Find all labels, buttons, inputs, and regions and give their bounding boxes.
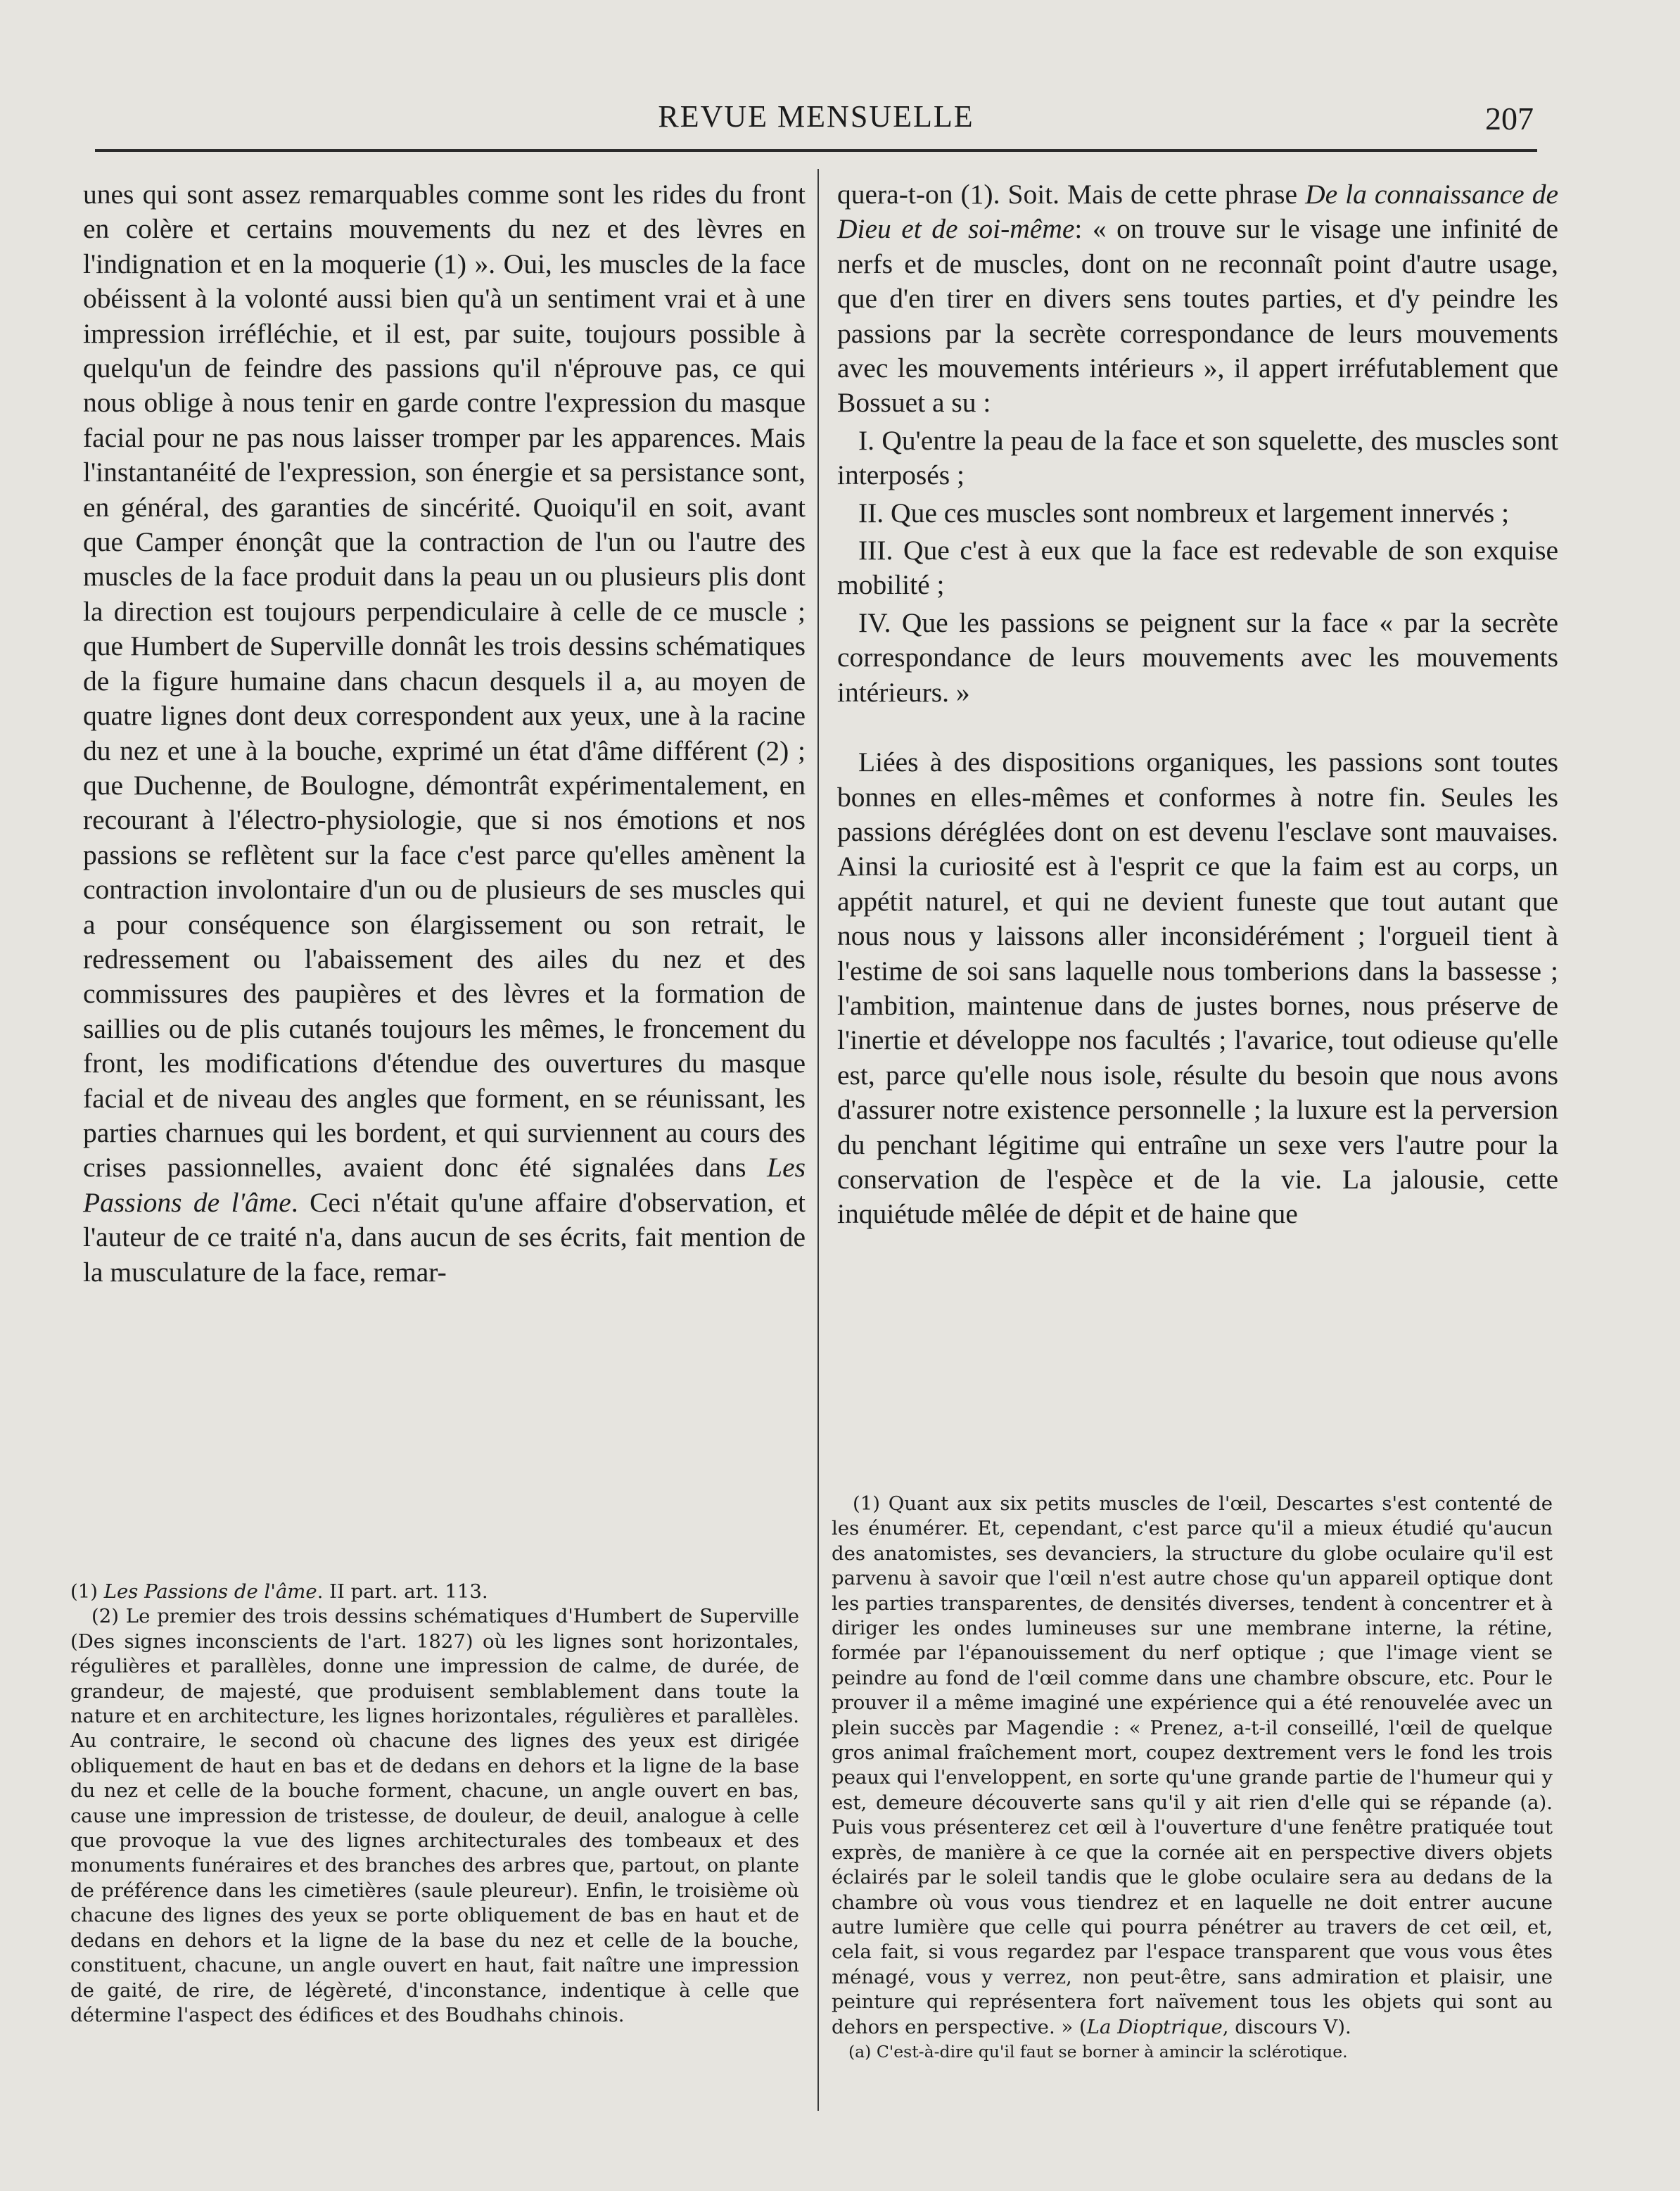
footnote-2-left: (2) Le premier des trois dessins schématiques d'Humbert de Superville (Des signes inconscients de l'art. 1827) où les lignes sont horizontales, régulières et parallèles, donne une impression de calme, de durée, de grandeur, de majesté, que produisent semblablement dans toute la nature et en architecture, les lignes horizontales, régulières et parallèles. Au contraire, le second où chacune des lignes des yeux est dirigée obliquement de haut en bas et de dedans en dehors et la ligne de la base du nez et celle de la bouche forment, chacune, un angle ouvert en bas, cause une impression de tristesse, de douleur, de deuil, analogue à celle que provoque la vue des lignes architecturales des tombeaux et des monuments funéraires et des branches des arbres que, partout, on plante de préférence dans les cimetières (saule pleureur). Enfin, le troisième où chacune des lignes des yeux se porte obliquement de bas en haut et de dedans en dehors et la ligne de la base du nez et celle de la bouche, constituent, chacune, un angle ouvert en haut, fait naître une impression de gaité, de rire, de légèreté, d'inconstance, indentique à celle que détermine l'aspect des édifices et des Boudhahs chinois. (70, 1605, 799, 2026)
list-item-4: IV. Que les passions se peignent sur la face « par la secrète correspondance de leurs mouvements avec les mouvements intérieurs. » (837, 607, 1558, 708)
left-footnotes (70, 1580, 799, 2028)
book-title-connaissance: De la connaissance de Dieu et de soi-même (837, 179, 1559, 245)
right-footnotes (832, 1492, 1553, 2062)
right-intro-end: : « on trouve sur le visage une infinité de nerfs et de muscles, dont on ne reconnaît point d'autre usage, que d'en tirer en divers sens toutes parties, et d'y peindre les passions par la secrète correspondance de leurs mouvements avec les mouvements intérieurs », il appert irréfutablement que Bossuet a su : (837, 213, 1559, 419)
right-column (837, 177, 1558, 1232)
left-paragraph-text: unes qui sont assez remarquables comme sont les rides du front en colère et certains mouvements du nez et des lèvres en l'indignation et en la moquerie (1) ». Oui, les muscles de la face obéissent à la volonté aussi bien qu'à un sentiment vrai et à une impression irréfléchie, et il est, par suite, toujours possible à quelqu'un de feindre des passions qu'il n'éprouve pas, ce qui nous oblige à nous tenir en garde contre l'expression du masque facial pour ne pas nous laisser tromper par les apparences. Mais l'instantanéité de l'expression, son énergie et sa persistance sont, en général, des garanties de sincérité. Quoiqu'il en soit, avant que Camper énonçât que la contraction de l'un ou l'autre des muscles de la face produit dans la peau un ou plusieurs plis dont la direction est toujours perpendiculaire à celle de ce muscle ; que Humbert de Superville donnât les trois dessins schématiques de la figure humaine dans chacun desquels il a, au moyen de quatre lignes dont deux correspondent aux yeux, une à la racine du nez et une à la bouche, exprimé un état d'âme différent (2) ; que Duchenne, de Boulogne, démontrât expérimentalement, en recourant à l'électro-physiologie, que si nos émotions et nos passions se reflètent sur la face c'est parce qu'elles amènent la contraction involontaire d'un ou de plusieurs de ses muscles qui a pour conséquence son élargissement ou son retrait, le redressement ou l'abaissement des ailes du nez et des commissures des paupières et des lèvres et la formation de saillies ou de plis cutanés toujours les mêmes, le froncement du front, les modifications d'étendue des ouvertures du masque facial et de niveau des angles que forment, en se réunissant, les parties charnues qui les bordent, et qui surviennent au cours des crises passionnelles, avaient donc été signalées dans (83, 179, 806, 1183)
left-paragraph-end: . Ceci n'était qu'une affaire d'observation, et l'auteur de ce traité n'a, dans aucun de ses écrits, fait mention de la musculature de la face, remar- (83, 1186, 806, 1288)
list-item-2: II. Que ces muscles sont nombreux et largement innervés ; (858, 497, 1510, 528)
header-rule (95, 149, 1537, 152)
right-intro-start: quera-t-on (1). Soit. Mais de cette phrase (837, 179, 1298, 210)
running-title: REVUE MENSUELLE (658, 99, 974, 134)
footnote-1-right (832, 1492, 1553, 2040)
footnote-a: (a) C'est-à-dire qu'il faut se borner à amincir la sclérotique. (848, 2041, 1348, 2062)
footnote-book-title: Les Passions de l'âme (103, 1580, 317, 1603)
left-paragraph (83, 177, 806, 1290)
footnote-ref: . II part. art. 113. (317, 1580, 488, 1603)
footnote-book-title-dioptrique: La Dioptrique (1086, 2015, 1223, 2038)
list-item-3: III. Que c'est à eux que la face est redevable de son exquise mobilité ; (837, 535, 1558, 601)
column-divider (817, 169, 819, 2111)
right-paragraph-intro (837, 177, 1558, 421)
footnote-mark: (1) (70, 1580, 98, 1603)
page-header (91, 99, 1541, 141)
page-number: 207 (1485, 101, 1534, 136)
book-title-passions: Les Passions de l'âme (83, 1152, 806, 1218)
right-paragraph-passions: Liées à des dispositions organiques, les passions sont toutes bonnes en elles-mêmes et conformes à notre fin. Seules les passions déréglées dont on est devenu l'esclave sont mauvaises. Ainsi la curiosité est à l'esprit ce que la faim est au corps, un appétit naturel, et qui ne devient funeste que tout autant que nous nous y laissons aller inconsidérément ; l'orgueil tient à l'estime de soi sans laquelle nous tomberions dans la bassesse ; l'ambition, maintenue dans de justes bornes, nous préserve de l'inertie et développe nos facultés ; l'avarice, tout odieuse qu'elle est, parce qu'elle nous isole, résulte du besoin que nous avons d'assurer notre existence personnelle ; la luxure est la perversion du penchant légitime qui entraîne un sexe vers l'autre pour la conservation de l'espèce et de la vie. La jalousie, cette inquiétude mêlée de dépit et de haine que (837, 747, 1558, 1230)
footnote-1-right-end: , discours V). (1222, 2015, 1351, 2038)
footnote-1-left (70, 1580, 799, 1604)
list-item-1: I. Qu'entre la peau de la face et son squelette, des muscles sont interposés ; (837, 424, 1558, 491)
footnote-1-right-text: (1) Quant aux six petits muscles de l'œil, Descartes s'est contenté de les énumérer. Et, cependant, c'est parce qu'il a mieux étudié qu'aucun des anatomistes, ses devanciers, la structure du globe oculaire qu'il est parvenu à savoir que l'œil n'est autre chose qu'un appareil optique dont les parties transparentes, de densités diverses, tendent à concentrer et à diriger les ondes lumineuses sur une membrane interne, la rétine, formée par l'épanouissement du nerf optique ; que l'image vient se peindre au fond de l'œil comme dans une chambre obscure, etc. Pour le prouver il a même imaginé une expérience qui a été renouvelée avec un plein succès par Magendie : « Prenez, a-t-il conseillé, l'œil de quelque gros animal fraîchement mort, coupez dextrement vers le fond les trois peaux qui l'enveloppent, en sorte qu'une grande partie de l'humeur qui y est, demeure découverte sans qu'il y ait rien d'elle qui se répande (a). Puis vous présenterez cet œil à l'ouverture d'une fenêtre pratiquée tout exprès, de manière à ce que la cornée ait en perspective divers objets éclairés par le soleil tandis que le globe oculaire sera au dedans de la chambre où vous vous tiendrez et en laquelle ne doit entrer aucune autre lumière que celle qui pourra pénétrer au travers de cet œil, et, cela fait, si vous regardez par l'espace transparent que vous vous êtes ménagé, vous y verrez, non peut-être, sans admiration et plaisir, une peinture qui représentera fort naïvement tous les objets qui sont au dehors en perspective. » ( (832, 1492, 1553, 2038)
left-column (83, 177, 806, 1290)
